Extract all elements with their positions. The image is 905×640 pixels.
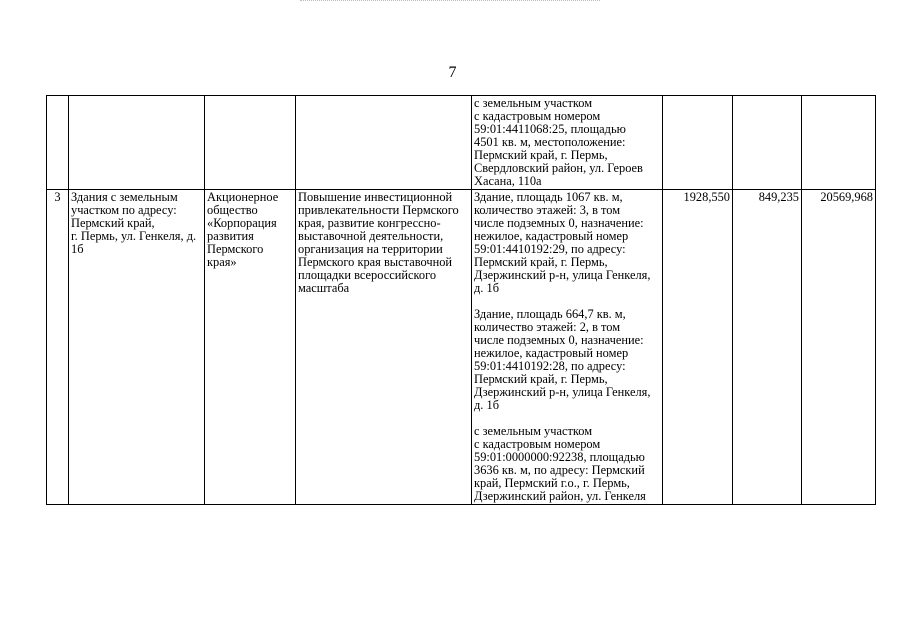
row-number: 3 bbox=[47, 190, 69, 505]
object-land-plot: с земельным участком с кадастровым номером 59:01:0000000:92238, площадью 3636 кв. м, по адресу: Пермский край, Пермский г.о., г. Пермь, Дзержинский район, ул. Генкеля bbox=[474, 424, 646, 503]
owner-cell: Акционерное общество «Корпорация развития Пермского края» bbox=[205, 190, 296, 505]
object-building-2: Здание, площадь 664,7 кв. м, количество этажей: 2, в том числе подземных 0, назначение: нежилое, кадастровый номер 59:01:4410192:28, по адресу: Пермский край, г. Пермь, Дзержинский р-н, улица Генкеля, д. 1б bbox=[474, 307, 651, 412]
objects-continued-text: с земельным участком с кадастровым номером 59:01:4411068:25, площадью 4501 кв. м, местоположение: Пермский край, г. Пермь, Свердловский район, ул. Героев Хасана, 110а bbox=[474, 96, 643, 188]
cell-value2-empty bbox=[733, 96, 802, 190]
page-number: 7 bbox=[448, 64, 457, 81]
table-row bbox=[47, 190, 876, 505]
value-2: 849,235 bbox=[733, 190, 802, 505]
cell-objects-continued bbox=[472, 96, 663, 190]
scan-top-edge bbox=[300, 0, 600, 3]
property-table bbox=[46, 95, 876, 505]
table-row-continued bbox=[47, 96, 876, 190]
object-address: Здания с земельным участком по адресу: Пермский край, г. Пермь, ул. Генкеля, д. 1б bbox=[71, 190, 197, 256]
cell-value1-empty bbox=[663, 96, 733, 190]
value-1: 1928,550 bbox=[663, 190, 733, 505]
purpose-cell: Повышение инвестиционной привлекательности Пермского края, развитие конгрессно-выставочной деятельности, организация на территории Пермского края выставочной площадки всероссийского масштаба bbox=[296, 190, 472, 505]
cell-value3-empty bbox=[802, 96, 876, 190]
object-building-1: Здание, площадь 1067 кв. м, количество этажей: 3, в том числе подземных 0, назначение: нежилое, кадастровый номер 59:01:4410192:29, по адресу: Пермский край, г. Пермь, Дзержинский р-н, улица Генкеля, д. 1б bbox=[474, 190, 651, 295]
cell-purpose-empty bbox=[296, 96, 472, 190]
object-address-cell bbox=[69, 190, 205, 505]
cell-object-empty bbox=[69, 96, 205, 190]
cell-owner-empty bbox=[205, 96, 296, 190]
objects-cell bbox=[472, 190, 663, 505]
value-3: 20569,968 bbox=[802, 190, 876, 505]
cell-num-empty bbox=[47, 96, 69, 190]
